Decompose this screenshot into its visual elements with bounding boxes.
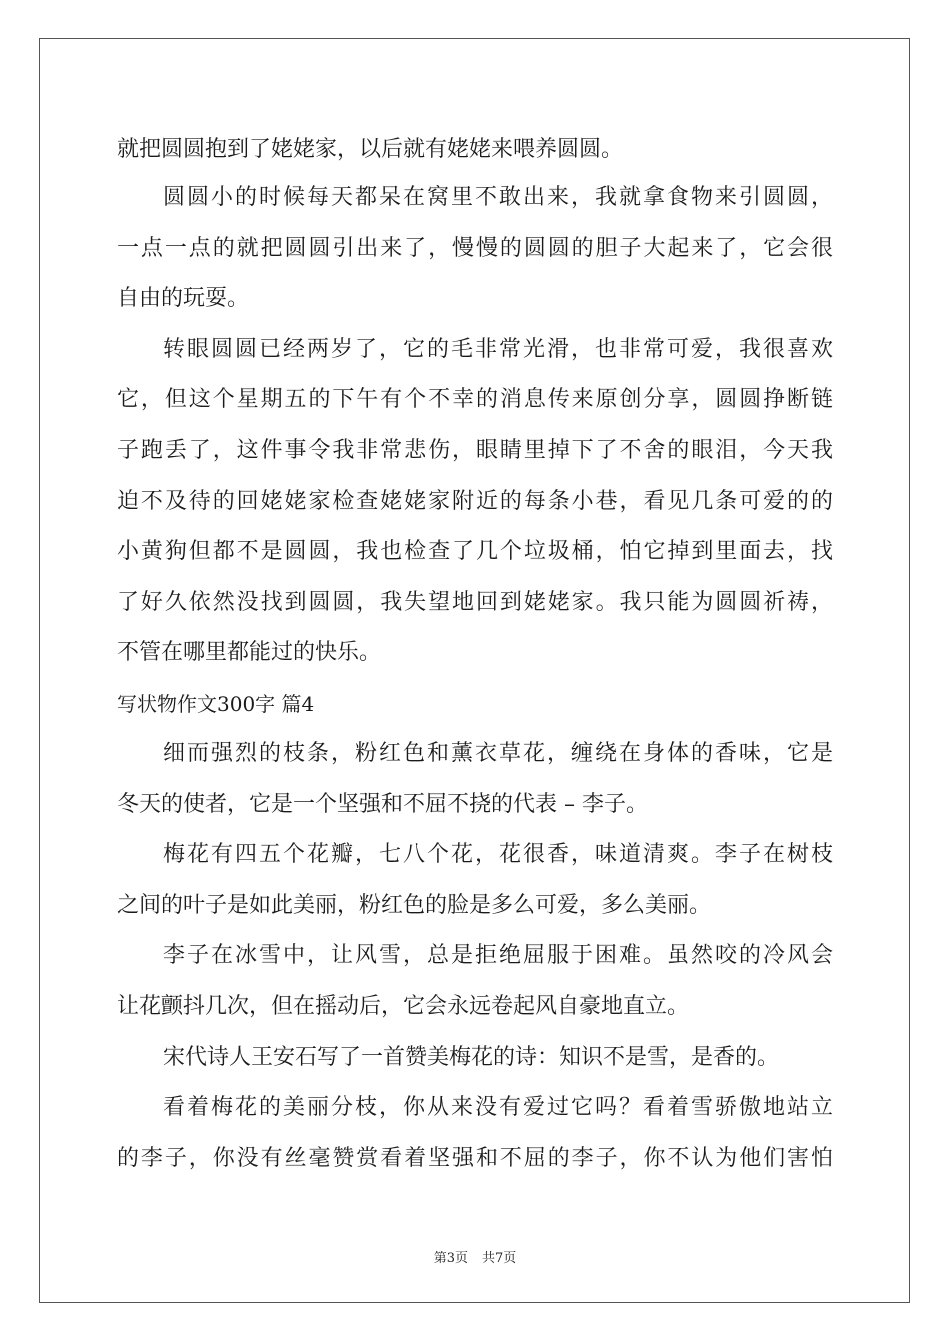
section-heading: 写状物作文300字 篇4 <box>117 691 315 716</box>
document-body <box>117 126 833 1184</box>
text-line: 就把圆圆抱到了姥姥家，以后就有姥姥来喂养圆圆。 <box>117 137 624 162</box>
paragraph-start: 梅花有四五个花瓣，七八个花，花很香，味道清爽。李子在树枝 <box>163 842 833 868</box>
paragraph-start: 宋代诗人王安石写了一首赞美梅花的诗：知识不是雪，是香的。 <box>163 1044 780 1070</box>
text-line: 子跑丢了，这件事令我非常悲伤，眼睛里掉下了不舍的眼泪，今天我 <box>117 437 833 463</box>
text-line: 冬天的使者，它是一个坚强和不屈不挠的代表 – 李子。 <box>117 791 648 817</box>
paragraph-start: 细而强烈的枝条，粉红色和薰衣草花，缠绕在身体的香味，它是 <box>163 740 833 766</box>
page-total: 共7页 <box>482 1251 517 1266</box>
text-line: 之间的叶子是如此美丽，粉红色的脸是多么可爱，多么美丽。 <box>117 892 712 918</box>
paragraph-start: 转眼圆圆已经两岁了，它的毛非常光滑，也非常可爱，我很喜欢 <box>163 336 833 362</box>
page-footer <box>0 1247 950 1266</box>
text-line: 小黄狗但都不是圆圆，我也检查了几个垃圾桶，怕它掉到里面去，找 <box>117 539 833 565</box>
text-line: 自由的玩耍。 <box>117 286 250 312</box>
text-line: 一点一点的就把圆圆引出来了，慢慢的圆圆的胆子大起来了，它会很 <box>117 235 833 261</box>
page-number: 第3页 <box>433 1251 468 1266</box>
text-line: 让花颤抖几次，但在摇动后，它会永远卷起风自豪地直立。 <box>117 993 690 1019</box>
paragraph-start: 李子在冰雪中，让风雪，总是拒绝屈服于困难。虽然咬的冷风会 <box>163 943 833 969</box>
text-line: 不管在哪里都能过的快乐。 <box>117 640 382 666</box>
text-line: 它，但这个星期五的下午有个不幸的消息传来原创分享，圆圆挣断链 <box>117 387 833 413</box>
paragraph-start: 看着梅花的美丽分枝，你从来没有爱过它吗？看着雪骄傲地站立 <box>163 1095 833 1121</box>
text-line: 迫不及待的回姥姥家检查姥姥家附近的每条小巷，看见几条可爱的的 <box>117 488 833 514</box>
text-line: 的李子，你没有丝毫赞赏看着坚强和不屈的李子，你不认为他们害怕 <box>117 1145 833 1171</box>
text-line: 了好久依然没找到圆圆，我失望地回到姥姥家。我只能为圆圆祈祷， <box>117 589 833 615</box>
paragraph-start: 圆圆小的时候每天都呆在窝里不敢出来，我就拿食物来引圆圆， <box>163 185 833 210</box>
